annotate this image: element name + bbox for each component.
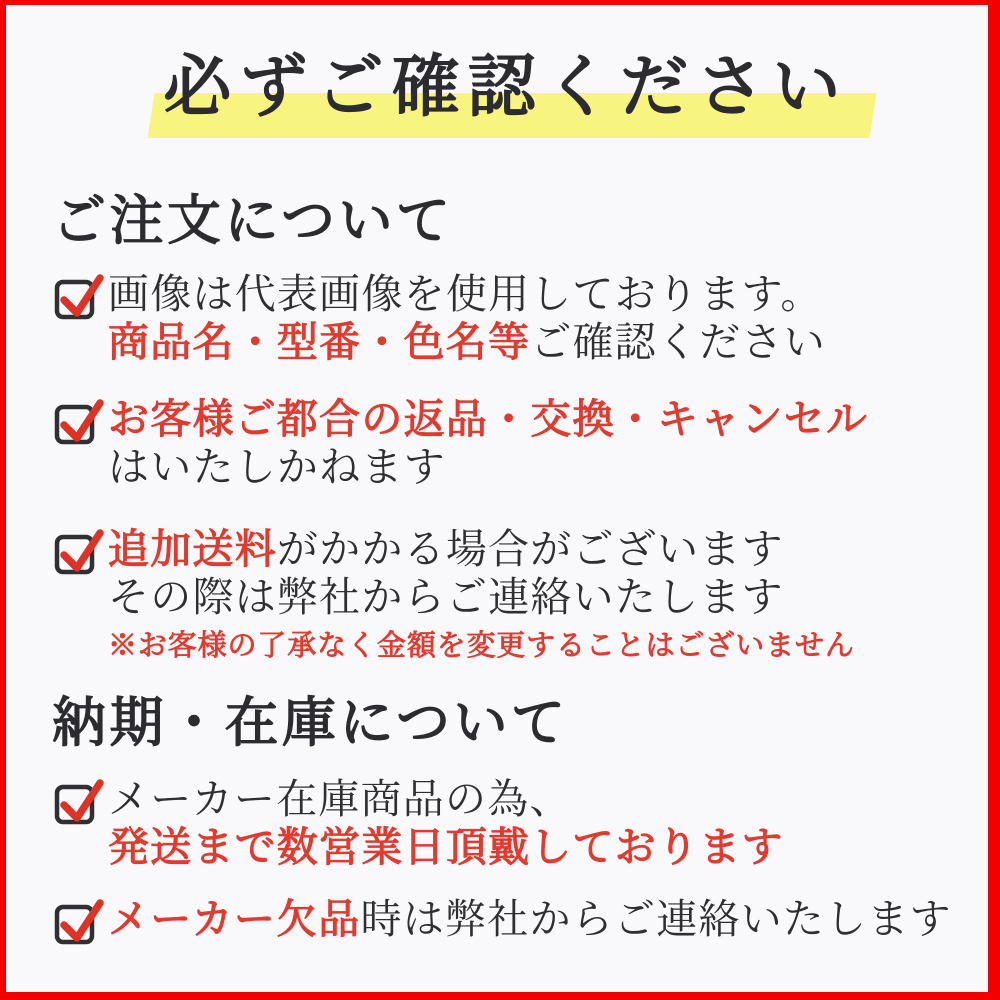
notice-line (108, 775, 784, 823)
notice-line (108, 270, 826, 318)
notice-item-maker-stock (54, 775, 784, 871)
notice-text-black: がかかる場合がございます (276, 526, 784, 572)
notice-item-representative-image (54, 270, 826, 366)
notice-item-text (108, 395, 868, 491)
notice-item-text (108, 775, 784, 871)
checkbox-checked-icon (54, 274, 104, 320)
notice-item-extra-shipping (54, 525, 855, 663)
notice-text-red: お客様ご都合の返品・交換・キャンセル (108, 396, 869, 442)
notice-text-red: 発送まで数営業日頂戴しております (108, 824, 784, 870)
section-heading-orders: ご注文について (52, 191, 454, 251)
notice-line (108, 573, 855, 621)
notice-line (108, 443, 868, 491)
checkbox-checked-icon (54, 779, 104, 825)
notice-line (108, 318, 826, 366)
notice-text-black: 画像は代表画像を使用しております。 (108, 271, 823, 317)
notice-text-black: 時は弊社からご連絡いたします (360, 896, 952, 942)
notice-item-text (108, 895, 952, 943)
notice-item-maker-shortage (54, 895, 952, 945)
notice-line (108, 395, 868, 443)
section-heading-stock: 納期・在庫について (52, 693, 569, 753)
notice-text-black: はいたしかねます (108, 444, 446, 490)
notice-text-red: 商品名・型番・色名等 (108, 319, 531, 365)
notice-text-black: メーカー在庫商品の為、 (108, 776, 572, 822)
checkbox-checked-icon (54, 899, 104, 945)
notice-line (108, 823, 784, 871)
notice-item-text (108, 525, 855, 663)
notice-text-black: その際は弊社からご連絡いたします (108, 574, 784, 620)
notice-item-no-returns (54, 395, 868, 491)
notice-text-red: メーカー欠品 (108, 896, 361, 942)
notice-item-text (108, 270, 826, 366)
notice-text-red: 追加送料 (108, 526, 277, 572)
page-title-text: 必ずご確認ください (163, 49, 849, 125)
notice-line (108, 525, 855, 573)
page-title (6, 45, 1000, 130)
notice-line (108, 895, 952, 943)
notice-text-black: ご確認ください (530, 319, 826, 365)
notice-footnote: ※お客様の了承なく金額を変更することはございません (108, 630, 855, 662)
checkbox-checked-icon (54, 399, 104, 445)
checkbox-checked-icon (54, 529, 104, 575)
